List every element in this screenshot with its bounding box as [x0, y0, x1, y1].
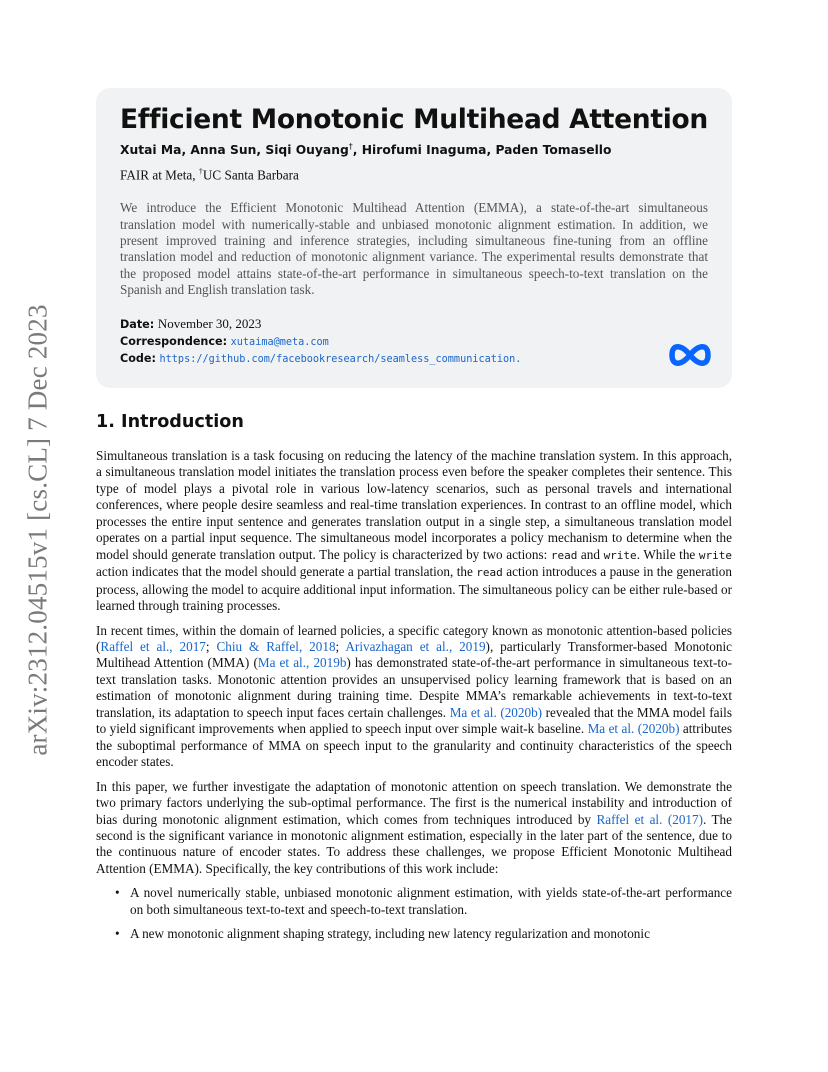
- meta-infinity-logo-icon: [668, 342, 712, 368]
- author-name: Siqi Ouyang: [265, 143, 349, 158]
- code-label: Code:: [120, 352, 156, 366]
- author-affiliation-mark: †: [348, 142, 353, 151]
- citation-link[interactable]: Raffel et al. (2017): [596, 811, 703, 827]
- date-label: Date:: [120, 318, 155, 332]
- correspondence-row: [120, 334, 708, 352]
- citation-link[interactable]: Ma et al. (2020b): [587, 721, 680, 737]
- read-action-code: read: [476, 566, 503, 580]
- bullet-icon: •: [115, 926, 120, 942]
- citation-link[interactable]: Ma et al., 2019b: [257, 655, 347, 671]
- paper-header-card: [96, 88, 732, 388]
- author-name: Anna Sun: [190, 143, 257, 158]
- list-item: • A new monotonic alignment shaping strategy, including new latency regularization and monotonic: [115, 926, 650, 942]
- date-value: November 30, 2023: [157, 316, 262, 332]
- list-item: • A novel numerically stable, unbiased monotonic alignment estimation, with yields state-of-the-art performance on both simultaneous text-to-text and speech-to-text translation.: [115, 885, 732, 917]
- intro-paragraph-3: In this paper, we further investigate the adaptation of monotonic attention on speech translation. We demonstrate the two primary factors underlying the sub-optimal performance. The first is the numerical instability and introduction of bias during monotonic alignment estimation, which comes from techniques introduced by Raffel et al. (2017). The second is the significant variance in monotonic alignment estimation, especially in the later part of the sentence, due to the continuous nature of encoder states. To address these challenges, we propose Efficient Monotonic Multihead Attention (EMMA). Specifically, the key contributions of this work include:: [96, 778, 733, 876]
- bullet-icon: •: [115, 885, 120, 901]
- author-list: Xutai Ma, Anna Sun, Siqi Ouyang†, Hirofumi Inaguma, Paden Tomasello: [120, 142, 612, 158]
- paper-metadata: [120, 316, 708, 369]
- section-heading-introduction: 1. Introduction: [96, 412, 244, 432]
- author-name: Hirofumi Inaguma: [361, 143, 487, 158]
- author-name: Xutai Ma: [120, 143, 182, 158]
- paper-body: [96, 448, 732, 951]
- correspondence-label: Correspondence:: [120, 334, 228, 348]
- code-row: [120, 351, 708, 369]
- write-action-code: write: [603, 548, 637, 562]
- read-action-code: read: [550, 548, 578, 562]
- citation-link[interactable]: Arivazhagan et al., 2019: [345, 638, 486, 654]
- author-name: Paden Tomasello: [495, 143, 612, 158]
- intro-paragraph-1: Simultaneous translation is a task focusing on reducing the latency of the machine translation system. In this approach, a simultaneous translation model initiates the translation process even before the speaker completes their sentence. This type of model plays a pivotal role in various low-latency scenarios, such as personal travels and international conferences, where people desire seamless and real-time translation experiences. In contrast to an offline model, which processes the entire input sentence and generates translation output in a single step, a simultaneous translation model operates on a partial input sequence. The simultaneous model incorporates a policy mechanism to determine when the model should generate translation output. The policy is characterized by two actions: read and write. While the write action indicates that the model should generate a partial translation, the read action introduces a pause in the generation process, allowing the model to acquire additional input information. The simultaneous policy can be either rule-based or learned through training processes.: [96, 448, 732, 614]
- intro-paragraph-2: In recent times, within the domain of learned policies, a specific category known as monotonic attention-based policies (Raffel et al., 2017; Chiu & Raffel, 2018; Arivazhagan et al., 2019), particularly Transformer-based Monotonic Multihead Attention (MMA) (Ma et al., 2019b) has demonstrated state-of-the-art performance in simultaneous text-to-text translation tasks. Monotonic attention provides an unsupervised policy learning framework that is based on an estimation of monotonic alignment during training time. Despite MMA’s remarkable achievements in text-to-text translation, its adaptation to speech input faces certain challenges. Ma et al. (2020b) revealed that the MMA model fails to yield significant improvements when applied to speech input over simple wait-k baseline. Ma et al. (2020b) attributes the suboptimal performance of MMA on speech input to the granularity and continuity characteristics of the speech encoder states.: [96, 622, 733, 770]
- affiliations: FAIR at Meta, †UC Santa Barbara: [120, 167, 299, 183]
- write-action-code: write: [698, 548, 732, 562]
- citation-link[interactable]: Chiu & Raffel, 2018: [216, 638, 336, 654]
- date-row: [120, 316, 708, 334]
- code-repository-link[interactable]: https://github.com/facebookresearch/seamless_communication.: [159, 354, 522, 366]
- correspondence-email-link[interactable]: xutaima@meta.com: [230, 336, 329, 348]
- arxiv-sidebar-stamp: [18, 290, 58, 770]
- citation-link[interactable]: Raffel et al., 2017: [100, 638, 206, 654]
- arxiv-identifier: arXiv:2312.04515v1 [cs.CL] 7 Dec 2023: [22, 304, 53, 756]
- citation-link[interactable]: Ma et al. (2020b): [449, 704, 543, 720]
- paper-title: Efficient Monotonic Multihead Attention: [120, 104, 708, 135]
- contributions-list: [96, 885, 732, 942]
- abstract: We introduce the Efficient Monotonic Multihead Attention (EMMA), a state-of-the-art simultaneous translation model with numerically-stable and unbiased monotonic alignment estimation. In addition, we present improved training and inference strategies, including simultaneous fine-tuning from an offline translation model and reduction of monotonic alignment variance. The experimental results demonstrate that the proposed model attains state-of-the-art performance in simultaneous speech-to-text translation on the Spanish and English translation task.: [120, 200, 708, 297]
